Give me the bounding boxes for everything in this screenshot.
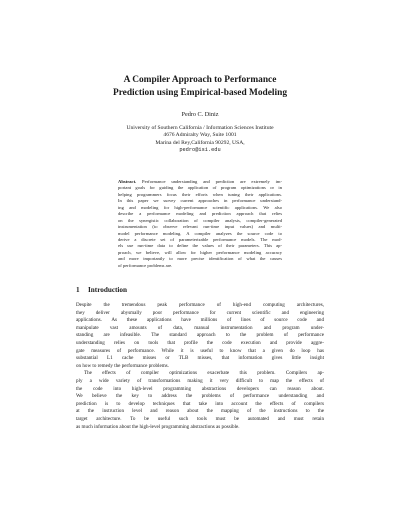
abstract	[118, 179, 282, 269]
body-line: understanding relies on tools that profile the code execution and provide aggre-	[76, 339, 324, 346]
body-line: at the instruction level and reason about the mapping of the instructions to the	[76, 408, 324, 415]
affiliation-line: Marina del Rey,California 90292, USA,	[155, 139, 245, 146]
body-line: target architecture. To be useful such tools must be automated and must retain	[76, 415, 324, 422]
abstract-line: instrumentation (to observe relevant run-time input values) and multi-	[118, 224, 282, 230]
author-name: Pedro C. Diniz	[181, 111, 219, 118]
body-line: We believe the key to address the problems of performance understanding and	[76, 393, 324, 400]
abstract-line: els use run-time data to define the values of their parameters. This ap-	[118, 243, 282, 249]
abstract-line: ing and modeling for high-performance scientific applications. We also	[118, 204, 282, 210]
abstract-first-line: Performance understanding and prediction are extremely im-	[136, 179, 282, 184]
abstract-line: portant goals for guiding the application of program optimizations or in	[118, 185, 282, 191]
abstract-line: describe a performance modeling and prediction approach that relies	[118, 211, 282, 217]
abstract-line: and more importantly to more precise identification of what the causes	[118, 256, 282, 262]
abstract-line: In this paper we survey current approaches in performance understand-	[118, 198, 282, 204]
section-heading	[76, 286, 127, 295]
abstract-line: on the synergistic collaboration of compiler analysis, compiler-generated	[118, 217, 282, 223]
body-line: prediction is to develop techniques that take into account the effects of compilers	[76, 400, 324, 407]
body-line: The effects of compiler optimizations exacerbate this problem. Compilers ap-	[84, 370, 324, 377]
abstract-lead: Abstract.	[118, 179, 137, 184]
body-line: ply a wide variety of transformations making it very difficult to map the effects of	[76, 377, 324, 384]
title-line-2: Prediction using Empirical-based Modeling	[112, 87, 288, 98]
abstract-line: proach, we believe, will allow for higher performance modeling accuracy	[118, 249, 282, 255]
affiliation-block	[80, 125, 320, 155]
title-line-1: A Compiler Approach to Performance	[123, 75, 277, 85]
body-line: the code into high-level programming abstractions developers can reason about.	[76, 385, 324, 392]
body-line: on how to remedy the performance problems.	[76, 362, 169, 369]
body-line: manipulate vast amounts of data, manual instrumentation and program under-	[76, 324, 324, 331]
section-body	[76, 302, 324, 431]
section-title: Introduction	[88, 286, 128, 294]
body-line: gate measures of performance. While it is useful to know that a given do loop has	[76, 347, 324, 354]
body-line: applications. As these applications have millions of lines of source code and	[76, 317, 324, 324]
abstract-line: of performance problems are.	[118, 262, 173, 268]
body-line: standing are infeasible. The standard approach to the problem of performance	[76, 332, 324, 339]
body-line: Despite the tremendous peak performance of high-end computing architectures,	[76, 302, 324, 308]
abstract-line: derive a discrete set of parameterizable performance models. The mod-	[118, 236, 282, 242]
body-line: they deliver abysmally poor performance for current scientific and engineering	[76, 309, 324, 316]
abstract-line: model performance modeling. A compiler analyzes the source code to	[118, 230, 282, 236]
body-line: as much information about the high-level programming abstractions as possible.	[76, 423, 240, 430]
body-line: substantial L1 cache misses or TLB misses, that information gives little insight	[76, 355, 324, 362]
paper-title	[60, 74, 340, 99]
affiliation-line: University of Southern California / Information Sciences Institute	[126, 125, 274, 131]
section-number: 1	[76, 286, 80, 294]
author-email: pedro@isi.edu	[179, 147, 221, 154]
affiliation-line: 4676 Admiralty Way, Suite 1001	[163, 132, 237, 139]
abstract-line: helping programmers focus their efforts when tuning their applications.	[118, 191, 282, 197]
